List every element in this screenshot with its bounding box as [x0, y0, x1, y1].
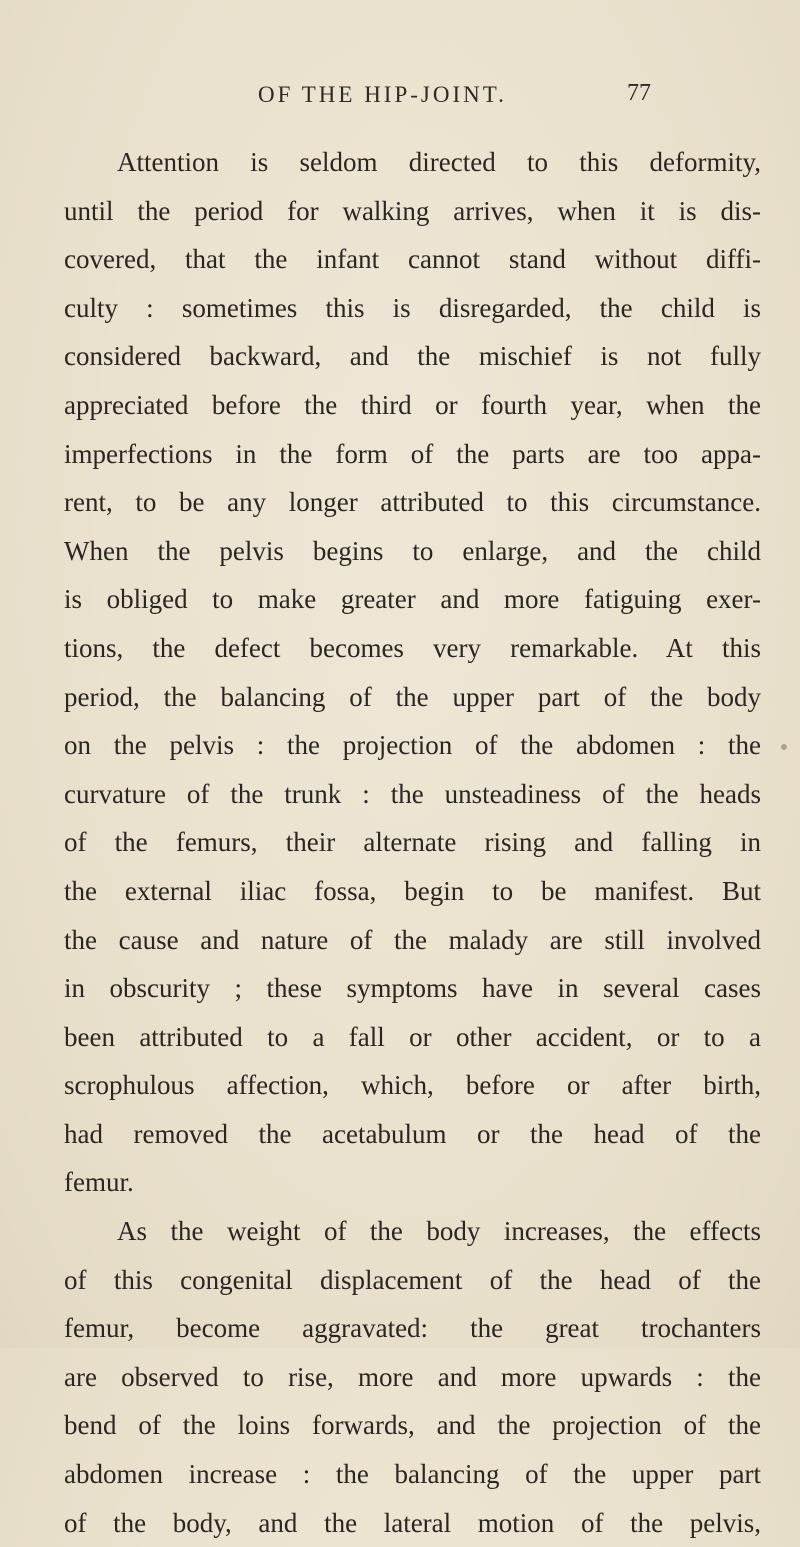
text-line: until the period for walking arrives, when it is dis- — [64, 195, 761, 226]
paper-speck — [781, 744, 787, 750]
text-line: on the pelvis : the projection of the abdomen : the — [64, 730, 761, 761]
text-line: of this congenital displacement of the head of the — [64, 1264, 761, 1295]
text-line: scrophulous affection, which, before or after birth, — [64, 1070, 761, 1101]
text-line: femur. — [64, 1167, 134, 1198]
text-line: culty : sometimes this is disregarded, the child is — [64, 292, 761, 323]
text-line: tions, the defect becomes very remarkable. At this — [64, 632, 761, 663]
text-line: bend of the loins forwards, and the projection of the — [64, 1410, 761, 1441]
text-line: been attributed to a fall or other accident, or to a — [64, 1021, 761, 1052]
text-line: had removed the acetabulum or the head of the — [64, 1118, 761, 1149]
text-line: the external iliac fossa, begin to be manifest. But — [64, 875, 761, 906]
text-line: the cause and nature of the malady are still involved — [64, 924, 761, 955]
body-text — [64, 138, 761, 1547]
text-line: in obscurity ; these symptoms have in several cases — [64, 973, 761, 1004]
text-line: of the femurs, their alternate rising and falling in — [64, 827, 761, 858]
text-line: When the pelvis begins to enlarge, and the child — [64, 535, 761, 566]
text-line: considered backward, and the mischief is not fully — [64, 341, 761, 372]
text-line: femur, become aggravated: the great trochanters — [64, 1313, 761, 1344]
text-line: imperfections in the form of the parts are too appa- — [64, 438, 761, 469]
running-head: OF THE HIP-JOINT. — [258, 82, 507, 107]
text-line: covered, that the infant cannot stand without diffi- — [64, 244, 761, 275]
text-line: rent, to be any longer attributed to this circumstance. — [64, 487, 761, 518]
text-line: is obliged to make greater and more fatiguing exer- — [64, 584, 761, 615]
text-line: As the weight of the body increases, the effects — [117, 1216, 761, 1247]
text-line: abdomen increase : the balancing of the upper part — [64, 1459, 761, 1490]
text-line: Attention is seldom directed to this deformity, — [117, 147, 761, 177]
text-line: of the body, and the lateral motion of the pelvis, — [64, 1507, 761, 1538]
text-line: curvature of the trunk : the unsteadiness of the heads — [64, 778, 761, 809]
text-line: are observed to rise, more and more upwards : the — [64, 1361, 761, 1392]
text-line: period, the balancing of the upper part of the body — [64, 681, 761, 712]
text-line: appreciated before the third or fourth year, when the — [64, 389, 761, 420]
page-number: 77 — [627, 80, 651, 106]
